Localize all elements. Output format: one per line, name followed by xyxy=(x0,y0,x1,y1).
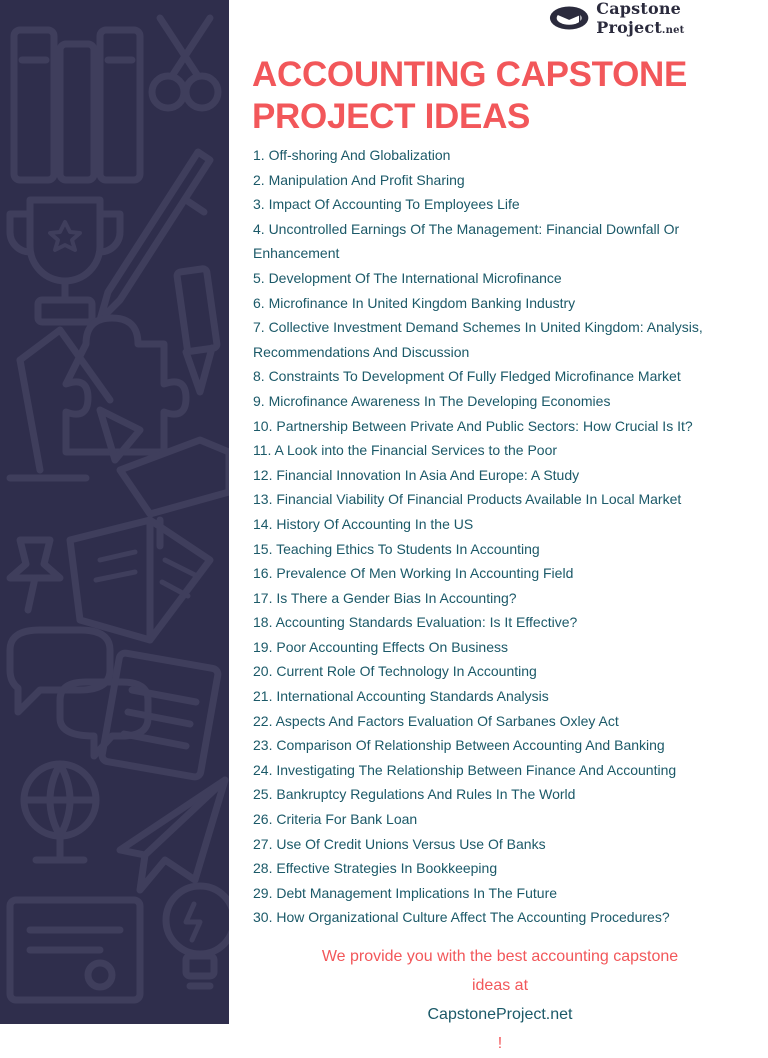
footer-suffix: ! xyxy=(497,1035,503,1052)
certificate-icon xyxy=(10,900,140,1000)
pushpin-icon xyxy=(10,540,60,610)
logo[interactable] xyxy=(548,0,768,37)
list-item: 29. Debt Management Implications In The Future xyxy=(253,884,558,901)
list-item: 4. Uncontrolled Earnings Of The Management: Financial Downfall Or Enhancement xyxy=(253,220,680,262)
paper-plane-icon xyxy=(120,780,225,890)
list-item: 10. Partnership Between Private And Public Sectors: How Crucial Is It? xyxy=(253,417,693,434)
list-item: 5. Development Of The International Microfinance xyxy=(253,269,562,286)
list-item: 2. Manipulation And Profit Sharing xyxy=(253,171,465,188)
list-item: 16. Prevalence Of Men Working In Accounting Field xyxy=(253,565,574,582)
list-item: 1. Off-shoring And Globalization xyxy=(253,147,451,163)
globe-icon xyxy=(24,764,96,860)
list-item: 21. International Accounting Standards Analysis xyxy=(253,688,549,705)
list-item: 18. Accounting Standards Evaluation: Is It Effective? xyxy=(253,614,578,631)
list-item: 22. Aspects And Factors Evaluation Of Sarbanes Oxley Act xyxy=(253,712,619,729)
page-title xyxy=(252,54,752,138)
list-item: 20. Current Role Of Technology In Accounting xyxy=(253,663,537,680)
list-item: 7. Collective Investment Demand Schemes In United Kingdom: Analysis, Recommendations And Discussion xyxy=(253,319,703,360)
list-item: 14. History Of Accounting In the US xyxy=(253,515,474,532)
footer-line-2 xyxy=(252,971,748,1058)
list-item: 12. Financial Innovation In Asia And Europe: A Study xyxy=(253,466,580,483)
lightbulb-icon xyxy=(166,886,229,986)
ideas-list xyxy=(253,143,733,930)
title-line-2: PROJECT IDEAS xyxy=(252,97,531,136)
decorative-sidebar xyxy=(0,0,229,1024)
list-item: 15. Teaching Ethics To Students In Accounting xyxy=(253,540,540,557)
logo-name: Capstone Project xyxy=(596,0,682,37)
list-item: 8. Constraints To Development Of Fully Fledged Microfinance Market xyxy=(253,368,681,385)
list-item: 30. How Organizational Culture Affect The Accounting Procedures? xyxy=(253,909,670,926)
footer-prefix: ideas at xyxy=(471,977,529,994)
list-item: 27. Use Of Credit Unions Versus Use Of Banks xyxy=(253,835,546,852)
graduation-cap-icon xyxy=(120,440,229,546)
list-item: 3. Impact Of Accounting To Employees Life xyxy=(253,196,520,213)
open-book-icon xyxy=(70,520,210,640)
footer-note xyxy=(252,942,748,1058)
list-item: 13. Financial Viability Of Financial Products Available In Local Market xyxy=(253,491,682,508)
scissors-icon xyxy=(152,18,218,108)
notebook-icon xyxy=(101,652,219,778)
list-item: 24. Investigating The Relationship Between Finance And Accounting xyxy=(253,761,677,778)
pencil-icon xyxy=(177,268,218,392)
list-item: 28. Effective Strategies In Bookkeeping xyxy=(253,860,498,877)
list-item: 23. Comparison Of Relationship Between Accounting And Banking xyxy=(253,737,665,754)
capstone-logo-icon xyxy=(548,3,590,33)
list-item: 6. Microfinance In United Kingdom Banking Industry xyxy=(253,294,576,311)
list-item: 9. Microfinance Awareness In The Developing Economies xyxy=(253,392,611,409)
title-line-1: ACCOUNTING CAPSTONE xyxy=(252,55,688,94)
list-item: 11. A Look into the Financial Services to the Poor xyxy=(253,442,558,459)
puzzle-icon xyxy=(66,318,186,452)
desk-lamp-icon xyxy=(10,330,140,478)
list-item: 17. Is There a Gender Bias In Accounting? xyxy=(253,589,517,606)
logo-tld: .net xyxy=(661,25,685,36)
footer-site-link[interactable]: CapstoneProject.net xyxy=(427,1006,573,1023)
list-item: 19. Poor Accounting Effects On Business xyxy=(253,638,509,655)
logo-text xyxy=(596,0,768,37)
books-icon xyxy=(14,30,140,180)
list-item: 26. Criteria For Bank Loan xyxy=(253,811,418,828)
list-item: 25. Bankruptcy Regulations And Rules In The World xyxy=(253,786,576,803)
footer-line-1: We provide you with the best accounting capstone xyxy=(321,948,679,965)
